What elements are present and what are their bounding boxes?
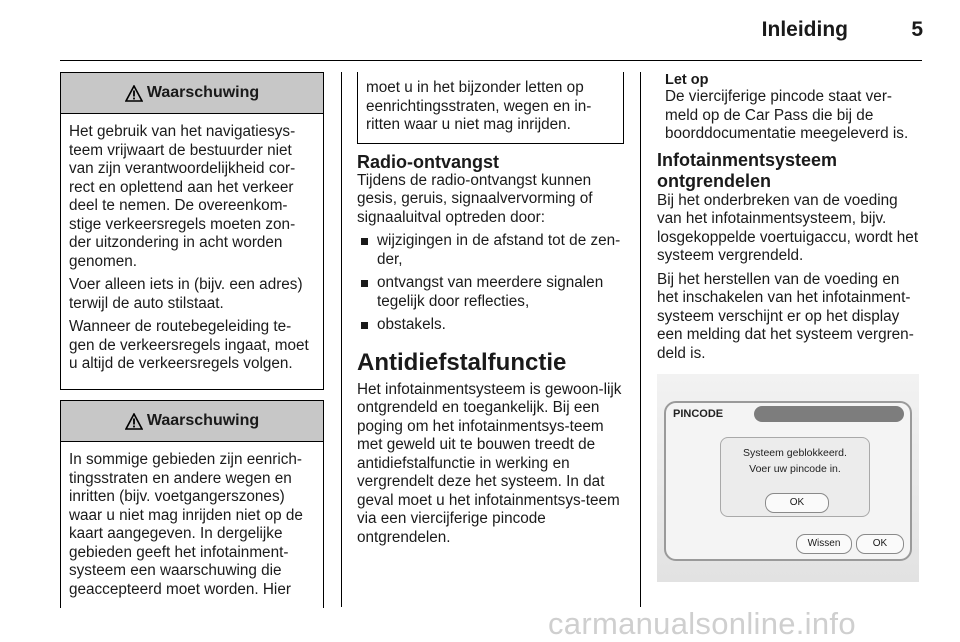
note-text: De viercijferige pincode staat ver-meld op de Car Pass die bij de boorddocumentatie meegeleverd is. [665,88,909,142]
page-number: 5 [911,18,923,41]
dialog-ok-button: OK [765,493,829,513]
unlock-heading-line: ontgrendelen [657,170,772,191]
unlock-paragraph: Bij het herstellen van de voeding en het inschakelen van het infotainment-systeem verschijnt er op het display een melding dat het systeem vergren-deld is. [657,270,914,362]
unlock-section [657,150,923,364]
radio-bullet-list [357,232,626,335]
pincode-display-figure [657,374,919,582]
antitheft-text: Het infotainmentsysteem is gewoon-lijk ontgrendeld en toegankelijk. Bij een poging om het infotainmentsys-teem met geweld uit te bouwen treedt de antidiefstalfunctie in werking en vergrendelt deze het systeem. In dat geval moet u het infotainmentsys-teem via een viercijferige pincode ontgrendelen. [357,380,622,546]
column-divider [341,72,342,607]
warning-paragraph: Voer alleen iets in (bijv. een adres) terwijl de auto stilstaat. [69,276,303,312]
watermark: carmanualsonline.info [548,606,856,641]
middle-column [357,72,626,552]
radio-intro: Tijdens de radio-ontvangst kunnen gesis, geruis, signaalvervorming of signaaluitval optreden door: [357,171,593,226]
ok-button: OK [856,534,904,554]
list-item: obstakels. [357,316,626,335]
warning-box [60,400,324,608]
warning-paragraph: In sommige gebieden zijn eenrich-tingsstraten en andere wegen en inritten (bijv. voetgangerszones) waar u niet mag inrijden niet op de kaart aangegeven. In dergelijke gebieden geeft het infotainment-systeem een waarschuwing die geaccepteerd moet worden. Hier [69,451,303,598]
antitheft-section [357,349,626,548]
warning-box [60,72,324,390]
warning-body [61,114,323,383]
note-section [657,72,923,144]
warning-continuation-box [357,72,624,144]
warning-continuation-text: moet u in het bijzonder letten op eenrichtingsstraten, wegen en in-ritten waar u niet mag inrijden. [366,79,592,133]
radio-heading: Radio-ontvangst [357,151,499,172]
dialog-message-line: Systeem geblokkeerd. [743,447,847,459]
warning-paragraph: Het gebruik van het navigatiesys-teem vrijwaart de bestuurder niet van zijn verantwoordelijkheid cor-rect en oplettend aan het verkeer deel te nemen. De overeenkom-stige verkeersregels moeten zon-der uitzondering in acht worden genomen. [69,123,296,270]
unlock-heading-line: Infotainmentsysteem [657,149,838,170]
list-item: wijzigingen in de afstand tot de zen-der, [357,232,626,269]
display-screen [664,401,912,561]
clear-button: Wissen [796,534,852,554]
warning-triangle-icon [125,85,143,102]
unlock-paragraph: Bij het onderbreken van de voeding van het infotainmentsysteem, bijv. losgekoppelde voertuigaccu, wordt het systeem vergrendeld. [657,191,919,264]
locked-dialog [720,437,870,517]
warning-label: Waarschuwing [146,84,260,101]
column-divider [640,72,641,607]
right-column [657,72,923,549]
note-label: Let op [665,72,709,88]
radio-section [357,152,626,335]
page-header-title: Inleiding [761,18,848,41]
antitheft-heading: Antidiefstalfunctie [357,348,567,376]
list-item: ontvangst van meerdere signalen tegelijk door reflecties, [357,274,626,311]
warning-header [61,73,323,114]
warning-label: Waarschuwing [146,412,260,429]
dialog-message-line: Voer uw pincode in. [749,463,841,475]
warning-triangle-icon [125,413,143,430]
warning-header [61,401,323,442]
warning-body [61,442,323,608]
left-column [60,72,324,598]
warning-paragraph: Wanneer de routebegeleiding te-gen de verkeersregels ingaat, moet u altijd de verkeersregels volgen. [69,318,309,372]
unlock-heading [657,150,923,192]
header-rule [60,60,922,61]
pincode-entry-bar [754,406,904,422]
pincode-title: PINCODE [673,408,724,420]
